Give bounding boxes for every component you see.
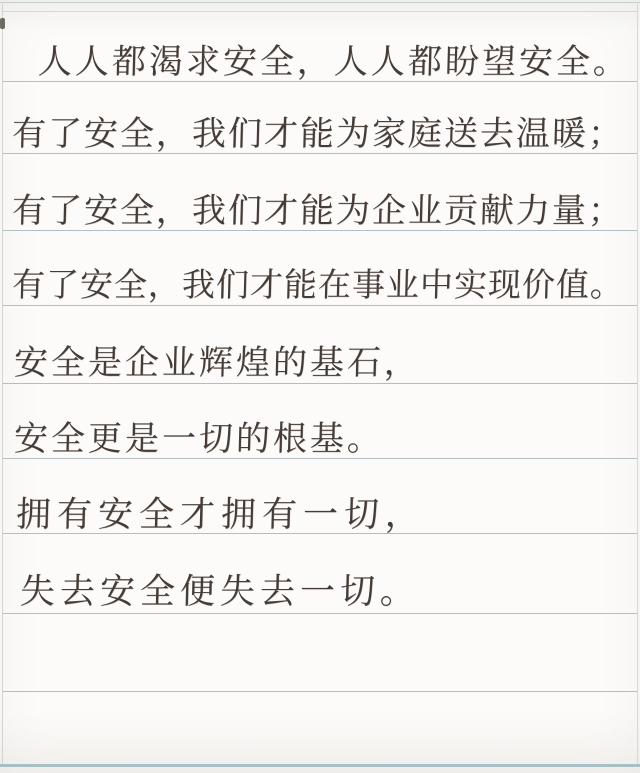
ruled-line bbox=[3, 691, 637, 692]
handwritten-line-6: 安全更是一切的根基。 bbox=[13, 419, 385, 459]
page-edge-right bbox=[637, 2, 638, 765]
scan-artifact-speck bbox=[0, 18, 5, 29]
handwritten-line-7: 拥有安全才拥有一切， bbox=[15, 495, 427, 535]
handwritten-line-4: 有了安全，我们才能在事业中实现价值。 bbox=[11, 265, 625, 304]
handwritten-line-5: 安全是企业辉煌的基石， bbox=[13, 343, 422, 383]
ruled-line bbox=[3, 11, 637, 12]
handwritten-line-2: 有了安全，我们才能为家庭送去温暖； bbox=[11, 114, 625, 154]
handwritten-line-8: 失去安全便失去一切。 bbox=[19, 572, 421, 612]
handwritten-line-1: 人人都渴求安全，人人都盼望安全。 bbox=[37, 42, 631, 82]
page-edge-bottom bbox=[0, 764, 640, 767]
page-edge-top bbox=[0, 2, 640, 3]
handwritten-line-3: 有了安全，我们才能为企业贡献力量； bbox=[11, 191, 625, 231]
